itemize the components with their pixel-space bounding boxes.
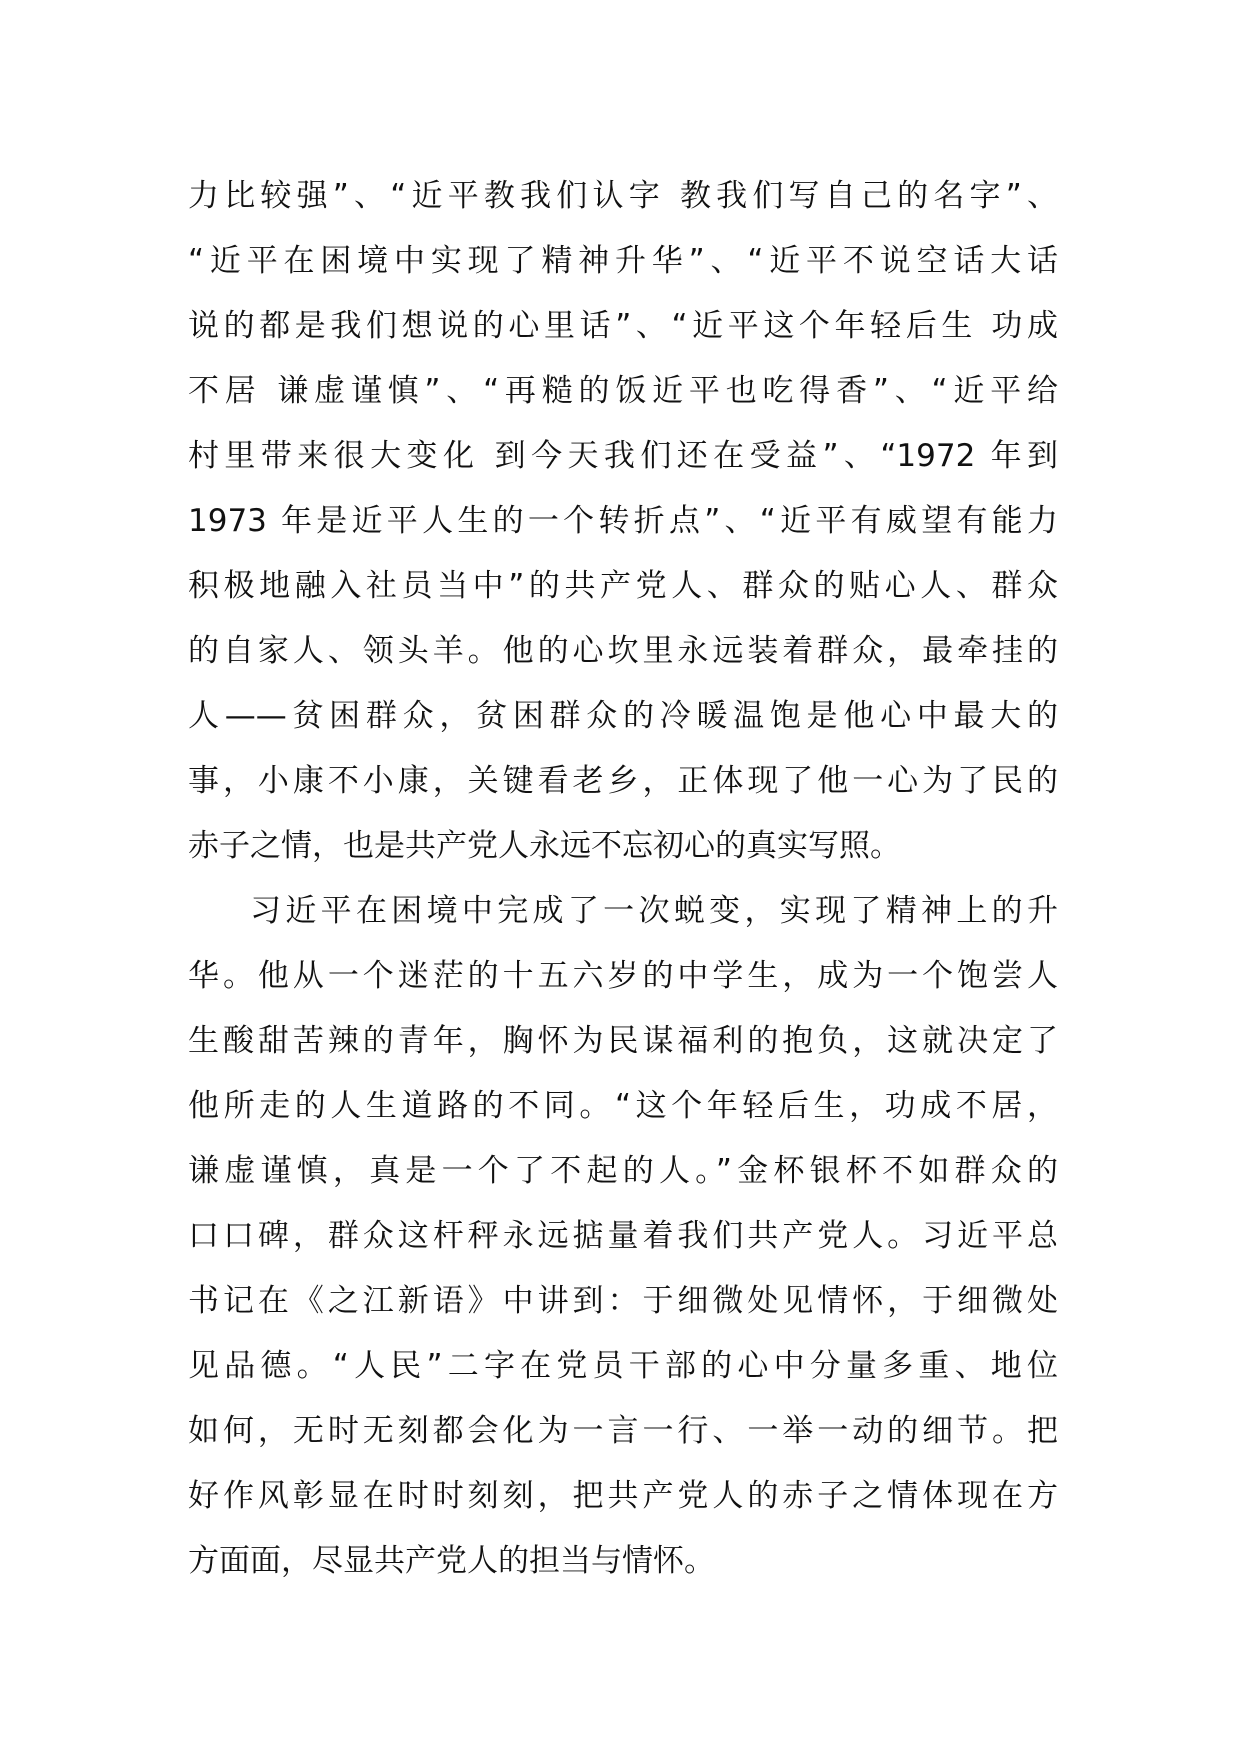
paragraph <box>188 164 1058 879</box>
text-line: 方面面，尽显共产党人的担当与情怀。 <box>188 1543 715 1579</box>
text-line: 不居 谦虚谨慎”、“再糙的饭近平也吃得香”、“近平给 <box>188 373 1058 409</box>
paragraph <box>188 879 1058 1594</box>
text-line: 事，小康不小康，关键看老乡，正体现了他一心为了民的 <box>188 763 1058 799</box>
text-line: 人——贫困群众，贫困群众的冷暖温饱是他心中最大的 <box>188 698 1058 734</box>
text-line: 见品德。“人民”二字在党员干部的心中分量多重、地位 <box>188 1348 1058 1384</box>
text-line: 积极地融入社员当中”的共产党人、群众的贴心人、群众 <box>188 568 1058 604</box>
text-line: 他所走的人生道路的不同。“这个年轻后生，功成不居， <box>188 1088 1058 1124</box>
text-line: 华。他从一个迷茫的十五六岁的中学生，成为一个饱尝人 <box>188 958 1058 994</box>
text-line: 赤子之情，也是共产党人永远不忘初心的真实写照。 <box>188 828 901 864</box>
text-line: 谦虚谨慎，真是一个了不起的人。”金杯银杯不如群众的 <box>188 1153 1058 1189</box>
text-line: 好作风彰显在时时刻刻，把共产党人的赤子之情体现在方 <box>188 1478 1058 1514</box>
text-line: 1973 年是近平人生的一个转折点”、“近平有威望有能力 <box>188 503 1058 539</box>
text-line: 书记在《之江新语》中讲到：于细微处见情怀，于细微处 <box>188 1283 1058 1319</box>
text-line: 如何，无时无刻都会化为一言一行、一举一动的细节。把 <box>188 1413 1058 1449</box>
text-line: 村里带来很大变化 到今天我们还在受益”、“1972 年到 <box>188 438 1058 474</box>
text-line: 生酸甜苦辣的青年，胸怀为民谋福利的抱负，这就决定了 <box>188 1023 1058 1059</box>
text-line: “近平在困境中实现了精神升华”、“近平不说空话大话 <box>188 243 1058 279</box>
text-line: 力比较强”、“近平教我们认字 教我们写自己的名字”、 <box>188 178 1058 214</box>
text-line: 口口碑，群众这杆秤永远掂量着我们共产党人。习近平总 <box>188 1218 1058 1254</box>
text-line: 的自家人、领头羊。他的心坎里永远装着群众，最牵挂的 <box>188 633 1058 669</box>
document-page <box>188 164 1058 1594</box>
text-line: 说的都是我们想说的心里话”、“近平这个年轻后生 功成 <box>188 308 1058 344</box>
text-line: 习近平在困境中完成了一次蜕变，实现了精神上的升 <box>250 893 1058 929</box>
